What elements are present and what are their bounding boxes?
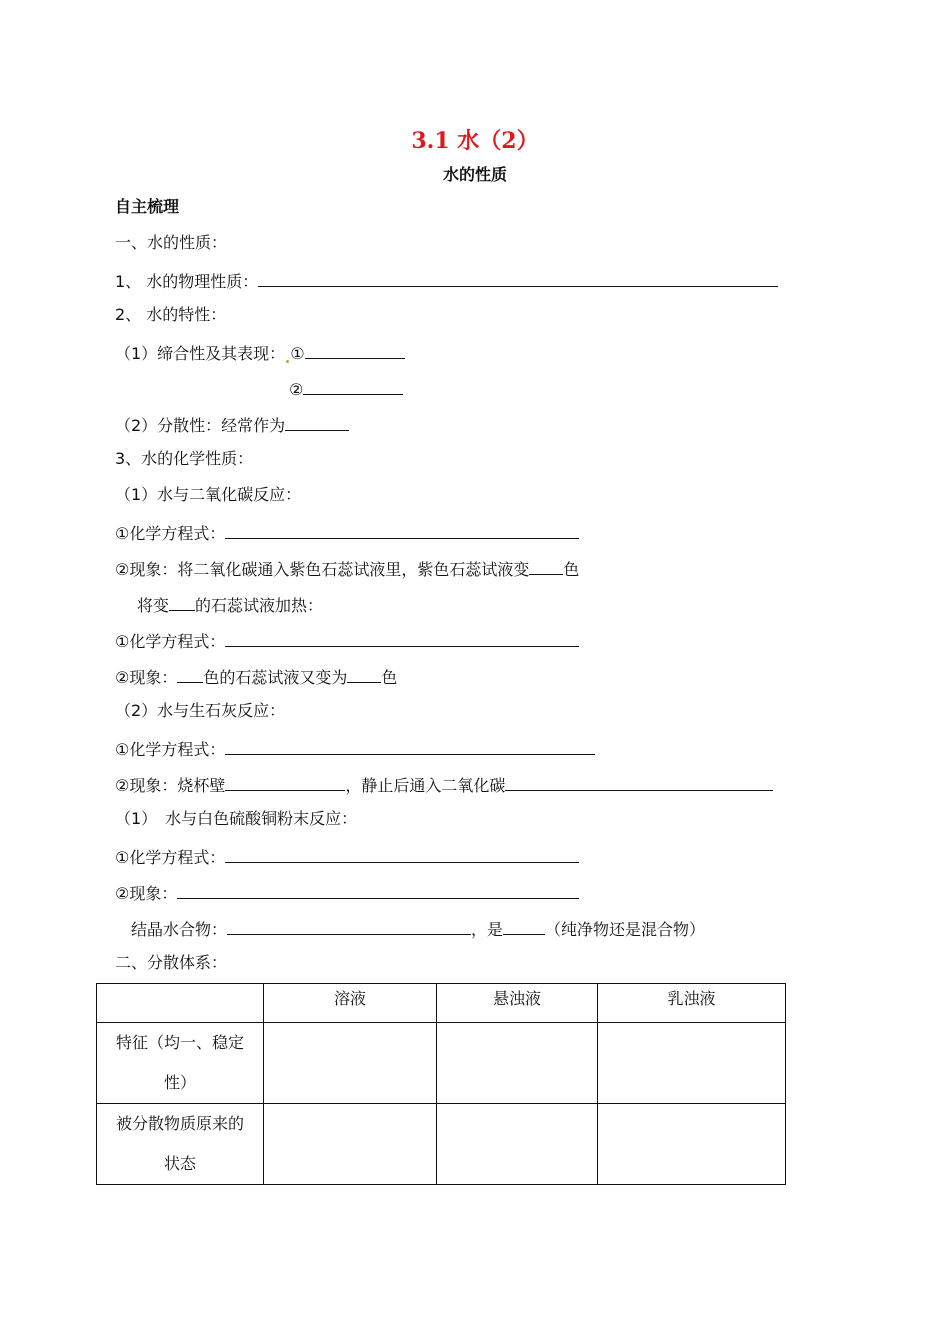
row-label-line: 状态	[163, 1154, 196, 1173]
question-special-properties: 2、 水的特性：	[115, 305, 227, 324]
table-cell[interactable]	[437, 1104, 598, 1185]
table-header-cell	[97, 984, 264, 1023]
row-label-line: 被分散物质原来的	[115, 1114, 244, 1133]
answer-blank[interactable]	[225, 736, 595, 755]
table-row	[97, 1104, 786, 1185]
question-association-second	[289, 376, 403, 398]
question-label: 色的石蕊试液又变为	[203, 668, 348, 687]
item-number: ①	[290, 344, 305, 363]
question-water-copper-sulfate: （1） 水与白色硫酸铜粉末反应：	[115, 809, 358, 828]
question-label: ②现象：	[115, 884, 178, 903]
page-subtitle: 水的性质	[442, 165, 507, 184]
question-label: ②现象：将二氧化碳通入紫色石蕊试液里，紫色石蕊试液变	[115, 560, 530, 579]
page-title: 3.1 水（2）	[411, 128, 539, 154]
answer-blank[interactable]	[225, 844, 579, 863]
table-row	[97, 1023, 786, 1104]
answer-blank[interactable]	[505, 772, 773, 791]
phenomenon-line	[115, 880, 579, 902]
phenomenon-line	[115, 556, 579, 578]
table-cell[interactable]	[437, 1023, 598, 1104]
question-label: ①化学方程式：	[115, 740, 226, 759]
table-cell[interactable]	[598, 1104, 786, 1185]
answer-blank[interactable]	[285, 412, 349, 431]
question-label: ①化学方程式：	[115, 632, 226, 651]
equation-line	[115, 628, 579, 650]
question-label: ②现象：	[115, 668, 178, 687]
section-heading-self-study: 自主梳理	[115, 197, 180, 216]
table-row-label	[97, 1023, 264, 1104]
answer-blank[interactable]	[177, 880, 579, 899]
dispersion-table	[96, 983, 786, 1185]
answer-blank[interactable]	[529, 556, 563, 575]
question-label: （纯净物还是混合物）	[545, 920, 706, 939]
marker-dot	[286, 360, 289, 363]
table-header-row	[97, 984, 786, 1023]
table-cell[interactable]	[264, 1023, 437, 1104]
answer-blank[interactable]	[225, 520, 579, 539]
question-dispersion	[115, 412, 349, 434]
answer-blank[interactable]	[225, 628, 579, 647]
table-header-cell: 溶液	[264, 984, 437, 1023]
answer-blank[interactable]	[258, 268, 778, 287]
answer-blank[interactable]	[305, 340, 405, 359]
question-label: 色	[563, 560, 580, 579]
phenomenon-line	[115, 664, 397, 686]
answer-blank[interactable]	[227, 916, 471, 935]
equation-line	[115, 736, 595, 758]
question-label: 的石蕊试液加热：	[195, 596, 324, 615]
crystal-hydrate-line	[131, 916, 705, 938]
section-heading-dispersion-system: 二、分散体系：	[115, 953, 228, 972]
table-header-cell: 乳浊液	[598, 984, 786, 1023]
question-label: ，是	[471, 920, 504, 939]
question-water-co2: （1）水与二氧化碳反应：	[115, 485, 302, 504]
answer-blank[interactable]	[177, 664, 203, 683]
row-label-line: 性）	[163, 1073, 196, 1092]
item-number: ②	[289, 380, 304, 399]
question-physical-properties	[115, 268, 778, 290]
row-label-line: 特征（均一、稳定	[115, 1033, 244, 1052]
table-header-cell: 悬浊液	[437, 984, 598, 1023]
question-association	[115, 340, 405, 362]
answer-blank[interactable]	[225, 772, 345, 791]
question-label: （2）分散性：经常作为	[115, 416, 286, 435]
answer-blank[interactable]	[347, 664, 381, 683]
question-label: （1）缔合性及其表现：	[115, 344, 286, 363]
table-cell[interactable]	[264, 1104, 437, 1185]
table-cell[interactable]	[598, 1023, 786, 1104]
question-label: ②现象：烧杯壁	[115, 776, 226, 795]
question-label: ①化学方程式：	[115, 848, 226, 867]
question-water-quicklime: （2）水与生石灰反应：	[115, 701, 286, 720]
heating-line	[137, 592, 323, 614]
answer-blank[interactable]	[503, 916, 545, 935]
phenomenon-line	[115, 772, 773, 794]
question-label: 1、 水的物理性质：	[115, 272, 259, 291]
table-row-label	[97, 1104, 264, 1185]
question-label: 将变	[137, 596, 170, 615]
equation-line	[115, 520, 579, 542]
question-label: 色	[381, 668, 398, 687]
question-label: ①化学方程式：	[115, 524, 226, 543]
question-label: ，静止后通入二氧化碳	[345, 776, 506, 795]
equation-line	[115, 844, 579, 866]
section-heading-water-properties: 一、水的性质：	[115, 233, 228, 252]
question-label: 结晶水合物：	[131, 920, 228, 939]
question-chemical-properties: 3、水的化学性质：	[115, 449, 254, 468]
answer-blank[interactable]	[169, 592, 195, 611]
answer-blank[interactable]	[303, 376, 403, 395]
